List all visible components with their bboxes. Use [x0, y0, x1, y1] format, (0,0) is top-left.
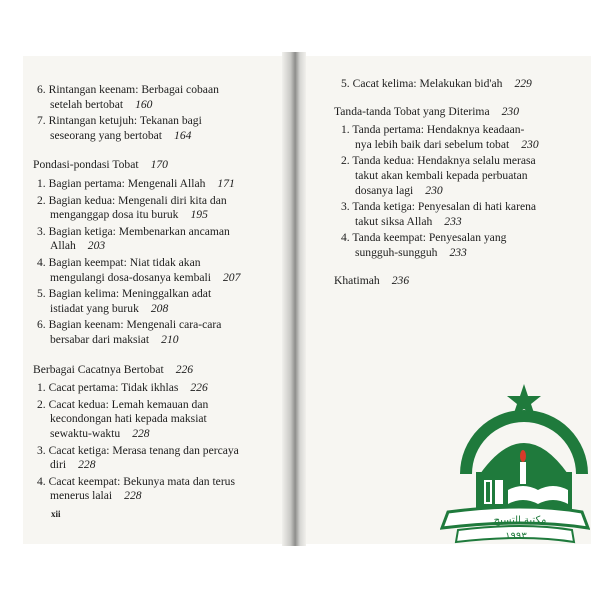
- toc-entry-line: [355, 169, 528, 182]
- page-reference: 230: [425, 183, 443, 197]
- toc-entry-line-text: mengulangi dosa-dosanya kembali: [50, 270, 211, 284]
- toc-entry-line: [355, 184, 443, 197]
- toc-entry-line: [37, 83, 219, 96]
- toc-entry-line: [37, 287, 211, 300]
- page-reference: 164: [174, 128, 192, 142]
- page-reference: 230: [501, 104, 519, 118]
- toc-entry-line-text: 3. Cacat ketiga: Merasa tenang dan percaya: [37, 443, 239, 457]
- toc-entry-line-text: sungguh-sungguh: [355, 246, 438, 259]
- page-reference: 207: [222, 270, 241, 284]
- toc-entry-line-text: 1. Tanda pertama: Hendaknya keadaan-: [341, 123, 525, 137]
- toc-entry-line: [355, 215, 462, 228]
- book-gutter: [282, 52, 306, 546]
- toc-entry-line: [341, 200, 536, 213]
- toc-entry-line-text: menganggap dosa itu buruk: [50, 208, 179, 222]
- toc-entry-line-text: dosanya lagi: [355, 183, 414, 197]
- page-reference: 228: [78, 458, 96, 472]
- page-reference: 228: [132, 427, 150, 440]
- toc-entry-line-text: 4. Bagian keempat: Niat tidak akan: [37, 256, 201, 269]
- toc-entry-line-text: menerus lalai: [50, 489, 113, 503]
- page-reference: 236: [391, 273, 410, 287]
- toc-section-heading-text: Tanda-tanda Tobat yang Diterima: [334, 104, 490, 118]
- toc-entry-line: [341, 231, 506, 244]
- toc-entry-line-text: Allah: [50, 239, 76, 253]
- toc-entry-line-text: 1. Cacat pertama: Tidak ikhlas: [37, 381, 179, 395]
- toc-entry-line-text: sewaktu-waktu: [50, 427, 121, 440]
- toc-entry-line-text: takut siksa Allah: [355, 214, 433, 228]
- page-reference: 195: [190, 208, 208, 222]
- toc-section-heading: [33, 158, 168, 171]
- toc-entry-line: [37, 475, 235, 488]
- page-number: xii: [51, 509, 61, 519]
- toc-entry-line: [50, 239, 105, 252]
- page-reference: 170: [150, 158, 168, 172]
- toc-section-heading-text: Berbagai Cacatnya Bertobat: [33, 362, 164, 376]
- toc-entry-line-text: 2. Bagian kedua: Mengenali diri kita dan: [37, 193, 227, 207]
- page-reference: 229: [514, 77, 532, 90]
- page-reference: 208: [150, 301, 169, 315]
- toc-entry-line-text: 2. Tanda kedua: Hendaknya selalu merasa: [341, 154, 536, 168]
- toc-entry-line-text: setelah bertobat: [50, 97, 124, 111]
- toc-section-heading: [33, 363, 193, 376]
- toc-entry-line-text: 3. Bagian ketiga: Membenarkan ancaman: [37, 224, 230, 238]
- toc-entry-line: [50, 333, 179, 346]
- toc-entry-line: [355, 138, 539, 151]
- toc-entry-line-text: 6. Bagian keenam: Mengenali cara-cara: [37, 318, 222, 332]
- toc-entry-line: [50, 302, 168, 315]
- toc-entry-line: [37, 444, 239, 457]
- toc-entry-line: [50, 427, 150, 440]
- toc-entry-line-text: istiadat yang buruk: [50, 301, 139, 315]
- page-reference: 233: [444, 214, 462, 228]
- logo-year-text: ١٩٩٣: [505, 531, 527, 542]
- toc-entry-line-text: 4. Cacat keempat: Bekunya mata dan terus: [37, 474, 235, 488]
- page-reference: 230: [521, 137, 539, 151]
- page-reference: 228: [124, 489, 142, 503]
- toc-entry-line: [37, 114, 202, 127]
- logo-arabic-text: مكتبة التسيح: [493, 515, 547, 526]
- toc-entry-line: [37, 318, 221, 331]
- toc-entry-line: [50, 458, 96, 471]
- toc-entry-line: [37, 256, 201, 269]
- toc-entry-line: [37, 194, 227, 207]
- toc-entry-line: [37, 177, 235, 190]
- toc-entry-line-text: 5. Bagian kelima: Meninggalkan adat: [37, 287, 212, 301]
- toc-section-heading: [334, 274, 409, 287]
- toc-entry-line: [50, 412, 207, 425]
- toc-entry-line-text: 7. Rintangan ketujuh: Tekanan bagi: [37, 114, 202, 128]
- page-reference: 210: [161, 333, 179, 346]
- toc-entry-line-text: 6. Rintangan keenam: Berbagai cobaan: [37, 83, 219, 96]
- toc-entry-line: [50, 489, 142, 502]
- toc-entry-line-text: 1. Bagian pertama: Mengenali Allah: [37, 177, 206, 190]
- toc-section-heading-text: Khatimah: [334, 273, 380, 287]
- toc-entry-line-text: diri: [50, 458, 67, 472]
- toc-entry-line: [50, 98, 152, 111]
- toc-entry-line-text: kecondongan hati kepada maksiat: [50, 412, 207, 426]
- page-reference: 226: [175, 362, 194, 376]
- page-reference: 171: [217, 177, 235, 190]
- toc-entry-line: [37, 381, 208, 394]
- toc-entry-line-text: 2. Cacat kedua: Lemah kemauan dan: [37, 397, 209, 411]
- toc-entry-line: [341, 154, 536, 167]
- toc-entry-line-text: 4. Tanda keempat: Penyesalan yang: [341, 231, 507, 245]
- toc-entry-line-text: nya lebih baik dari sebelum tobat: [355, 137, 510, 151]
- toc-entry-line: [341, 77, 532, 90]
- toc-entry-line: [355, 246, 467, 259]
- toc-entry-line: [50, 208, 208, 221]
- toc-entry-line-text: 5. Cacat kelima: Melakukan bid'ah: [341, 77, 503, 90]
- page-reference: 160: [135, 97, 153, 111]
- page-reference: 203: [87, 239, 106, 253]
- publisher-logo: [440, 382, 590, 552]
- toc-entry-line: [50, 271, 240, 284]
- toc-entry-line-text: seseorang yang bertobat: [50, 128, 163, 142]
- toc-entry-line-text: takut akan kembali kepada perbuatan: [355, 169, 528, 182]
- toc-section-heading-text: Pondasi-pondasi Tobat: [33, 158, 139, 172]
- toc-entry-line-text: bersabar dari maksiat: [50, 333, 150, 346]
- toc-entry-line: [37, 398, 208, 411]
- toc-entry-line: [50, 129, 191, 142]
- toc-section-heading: [334, 105, 519, 118]
- page-reference: 226: [190, 381, 208, 395]
- toc-entry-line: [37, 225, 230, 238]
- page-reference: 233: [449, 246, 467, 259]
- toc-entry-line-text: 3. Tanda ketiga: Penyesalan di hati karena: [341, 200, 537, 214]
- toc-entry-line: [341, 123, 524, 136]
